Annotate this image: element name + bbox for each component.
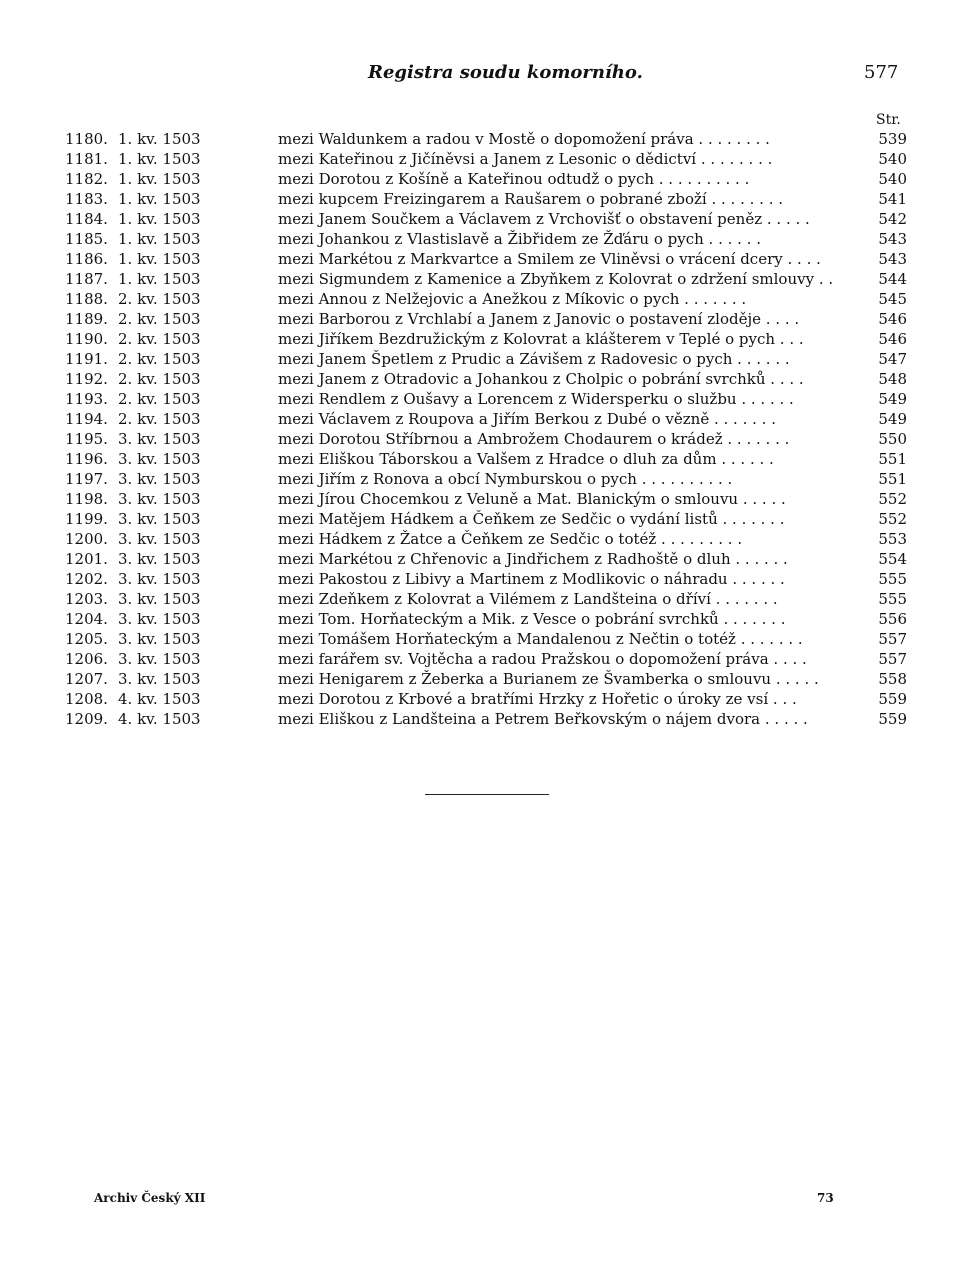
entry-page-reference: 556 — [878, 610, 907, 628]
entry-page-reference: 552 — [878, 510, 907, 528]
register-entry-1191 — [65, 349, 907, 369]
entry-date: 3. kv. 1503 — [118, 490, 201, 508]
entry-number: 1190. — [65, 330, 108, 348]
entry-page-reference: 546 — [878, 310, 907, 328]
entry-date: 3. kv. 1503 — [118, 530, 201, 548]
register-entry-1197 — [65, 469, 907, 489]
entry-number: 1185. — [65, 230, 108, 248]
entry-number: 1184. — [65, 210, 108, 228]
entry-description: mezi Sigmundem z Kamenice a Zbyňkem z Kolovrat o zdržení smlouvy . . — [278, 270, 834, 288]
entry-date: 3. kv. 1503 — [118, 510, 201, 528]
entry-number: 1199. — [65, 510, 108, 528]
register-entry-1184 — [65, 209, 907, 229]
entry-page-reference: 551 — [878, 450, 907, 468]
entry-page-reference: 540 — [878, 170, 907, 188]
entry-page-reference: 542 — [878, 210, 907, 228]
register-entry-1200 — [65, 529, 907, 549]
entry-page-reference: 551 — [878, 470, 907, 488]
entry-description: mezi Rendlem z Oušavy a Lorencem z Widersperku o službu . . . . . . — [278, 390, 794, 408]
entry-date: 2. kv. 1503 — [118, 390, 201, 408]
entry-date: 3. kv. 1503 — [118, 550, 201, 568]
entry-date: 3. kv. 1503 — [118, 470, 201, 488]
entry-page-reference: 543 — [878, 230, 907, 248]
entry-date: 1. kv. 1503 — [118, 210, 201, 228]
entry-number: 1191. — [65, 350, 108, 368]
footer-sheet-number: 73 — [817, 1191, 834, 1205]
entry-description: mezi Tomášem Horňateckým a Mandalenou z Nečtin o totéž . . . . . . . — [278, 630, 803, 648]
entry-description: mezi Waldunkem a radou v Mostě o dopomožení práva . . . . . . . . — [278, 130, 770, 148]
entry-number: 1209. — [65, 710, 108, 728]
entry-description: mezi farářem sv. Vojtěcha a radou Pražskou o dopomožení práva . . . . — [278, 650, 807, 668]
entry-description: mezi Matějem Hádkem a Čeňkem ze Sedčic o vydání listů . . . . . . . — [278, 510, 785, 528]
entry-page-reference: 559 — [878, 690, 907, 708]
entry-number: 1194. — [65, 410, 108, 428]
entry-number: 1206. — [65, 650, 108, 668]
entry-number: 1182. — [65, 170, 108, 188]
entry-description: mezi Eliškou Táborskou a Valšem z Hradce o dluh za dům . . . . . . — [278, 450, 774, 468]
entry-description: mezi Henigarem z Žeberka a Burianem ze Švamberka o smlouvu . . . . . — [278, 670, 819, 688]
register-entry-1208 — [65, 689, 907, 709]
running-header-title: Registra soudu komorního. — [368, 62, 643, 83]
register-entry-1185 — [65, 229, 907, 249]
entry-date: 3. kv. 1503 — [118, 610, 201, 628]
entry-page-reference: 555 — [878, 570, 907, 588]
entry-number: 1188. — [65, 290, 108, 308]
entry-date: 2. kv. 1503 — [118, 310, 201, 328]
register-entry-1190 — [65, 329, 907, 349]
entry-date: 1. kv. 1503 — [118, 150, 201, 168]
register-entry-1206 — [65, 649, 907, 669]
footer-publication-title: Archiv Český XII — [94, 1191, 206, 1205]
entry-description: mezi Janem z Otradovic a Johankou z Cholpic o pobrání svrchků . . . . — [278, 370, 804, 388]
entry-number: 1192. — [65, 370, 108, 388]
register-entry-1193 — [65, 389, 907, 409]
entry-page-reference: 559 — [878, 710, 907, 728]
entry-date: 2. kv. 1503 — [118, 290, 201, 308]
entry-description: mezi Dorotou Stříbrnou a Ambrožem Chodaurem o krádež . . . . . . . — [278, 430, 790, 448]
register-entry-1199 — [65, 509, 907, 529]
entry-number: 1181. — [65, 150, 108, 168]
entry-date: 2. kv. 1503 — [118, 370, 201, 388]
entry-number: 1203. — [65, 590, 108, 608]
entry-number: 1193. — [65, 390, 108, 408]
register-entry-1205 — [65, 629, 907, 649]
entry-description: mezi Jírou Chocemkou z Veluně a Mat. Blanickým o smlouvu . . . . . — [278, 490, 786, 508]
register-entry-1195 — [65, 429, 907, 449]
entry-description: mezi Dorotou z Krbové a bratřími Hrzky z Hořetic o úroky ze vsí . . . — [278, 690, 797, 708]
entry-page-reference: 549 — [878, 410, 907, 428]
register-entry-1189 — [65, 309, 907, 329]
entry-page-reference: 545 — [878, 290, 907, 308]
entry-description: mezi kupcem Freizingarem a Raušarem o pobrané zboží . . . . . . . . — [278, 190, 783, 208]
entry-date: 1. kv. 1503 — [118, 190, 201, 208]
register-entry-1181 — [65, 149, 907, 169]
entry-date: 1. kv. 1503 — [118, 230, 201, 248]
entry-date: 4. kv. 1503 — [118, 690, 201, 708]
entry-number: 1186. — [65, 250, 108, 268]
register-entry-1196 — [65, 449, 907, 469]
entry-number: 1207. — [65, 670, 108, 688]
entry-number: 1187. — [65, 270, 108, 288]
entry-number: 1205. — [65, 630, 108, 648]
entry-description: mezi Zdeňkem z Kolovrat a Vilémem z Landšteina o dříví . . . . . . . — [278, 590, 778, 608]
entry-page-reference: 547 — [878, 350, 907, 368]
entry-description: mezi Annou z Nelžejovic a Anežkou z Míkovic o pych . . . . . . . — [278, 290, 747, 308]
entry-page-reference: 558 — [878, 670, 907, 688]
entry-date: 3. kv. 1503 — [118, 590, 201, 608]
register-entry-1187 — [65, 269, 907, 289]
entry-date: 1. kv. 1503 — [118, 270, 201, 288]
entry-number: 1201. — [65, 550, 108, 568]
entry-date: 3. kv. 1503 — [118, 650, 201, 668]
entry-number: 1204. — [65, 610, 108, 628]
entry-description: mezi Markétou z Markvartce a Smilem ze Vliněvsi o vrácení dcery . . . . — [278, 250, 821, 268]
entry-page-reference: 549 — [878, 390, 907, 408]
entry-number: 1200. — [65, 530, 108, 548]
entry-date: 1. kv. 1503 — [118, 250, 201, 268]
entry-description: mezi Jiřím z Ronova a obcí Nymburskou o pych . . . . . . . . . . — [278, 470, 733, 488]
entry-number: 1208. — [65, 690, 108, 708]
entry-description: mezi Johankou z Vlastislavě a Žibřidem ze Žďáru o pych . . . . . . — [278, 230, 761, 248]
entry-page-reference: 546 — [878, 330, 907, 348]
entry-page-reference: 553 — [878, 530, 907, 548]
entry-page-reference: 555 — [878, 590, 907, 608]
register-entry-1194 — [65, 409, 907, 429]
entry-number: 1198. — [65, 490, 108, 508]
entry-description: mezi Markétou z Chřenovic a Jindřichem z Radhoště o dluh . . . . . . — [278, 550, 788, 568]
entry-number: 1196. — [65, 450, 108, 468]
entry-description: mezi Dorotou z Košíně a Kateřinou odtudž o pych . . . . . . . . . . — [278, 170, 750, 188]
register-entry-1202 — [65, 569, 907, 589]
entry-date: 2. kv. 1503 — [118, 350, 201, 368]
entry-date: 3. kv. 1503 — [118, 670, 201, 688]
entry-page-reference: 548 — [878, 370, 907, 388]
entry-date: 2. kv. 1503 — [118, 330, 201, 348]
entry-date: 4. kv. 1503 — [118, 710, 201, 728]
entry-description: mezi Jiříkem Bezdružickým z Kolovrat a klášterem v Teplé o pych . . . — [278, 330, 804, 348]
entry-date: 3. kv. 1503 — [118, 450, 201, 468]
entry-description: mezi Janem Špetlem z Prudic a Závišem z Radovesic o pych . . . . . . — [278, 350, 790, 368]
page-column-label: Str. — [876, 112, 901, 128]
section-separator-line — [425, 794, 549, 795]
entry-number: 1180. — [65, 130, 108, 148]
register-entry-1192 — [65, 369, 907, 389]
entry-description: mezi Tom. Horňateckým a Mik. z Vesce o pobrání svrchků . . . . . . . — [278, 610, 786, 628]
entry-description: mezi Kateřinou z Jičíněvsi a Janem z Lesonic o dědictví . . . . . . . . — [278, 150, 773, 168]
entry-page-reference: 550 — [878, 430, 907, 448]
register-entries-list — [65, 129, 907, 729]
register-entry-1203 — [65, 589, 907, 609]
entry-date: 1. kv. 1503 — [118, 130, 201, 148]
register-entry-1201 — [65, 549, 907, 569]
entry-number: 1202. — [65, 570, 108, 588]
entry-number: 1189. — [65, 310, 108, 328]
entry-page-reference: 539 — [878, 130, 907, 148]
entry-page-reference: 543 — [878, 250, 907, 268]
entry-description: mezi Hádkem z Žatce a Čeňkem ze Sedčic o totéž . . . . . . . . . — [278, 530, 743, 548]
entry-description: mezi Janem Součkem a Václavem z Vrchovišť o obstavení peněz . . . . . — [278, 210, 810, 228]
register-entry-1209 — [65, 709, 907, 729]
entry-page-reference: 541 — [878, 190, 907, 208]
entry-number: 1197. — [65, 470, 108, 488]
register-entry-1186 — [65, 249, 907, 269]
register-entry-1182 — [65, 169, 907, 189]
entry-date: 3. kv. 1503 — [118, 430, 201, 448]
entry-description: mezi Barborou z Vrchlabí a Janem z Janovic o postavení zloděje . . . . — [278, 310, 800, 328]
entry-page-reference: 557 — [878, 650, 907, 668]
entry-number: 1195. — [65, 430, 108, 448]
entry-date: 3. kv. 1503 — [118, 630, 201, 648]
entry-page-reference: 540 — [878, 150, 907, 168]
entry-description: mezi Pakostou z Libivy a Martinem z Modlikovic o náhradu . . . . . . — [278, 570, 785, 588]
entry-description: mezi Eliškou z Landšteina a Petrem Beřkovským o nájem dvora . . . . . — [278, 710, 808, 728]
entry-date: 1. kv. 1503 — [118, 170, 201, 188]
register-entry-1204 — [65, 609, 907, 629]
register-entry-1188 — [65, 289, 907, 309]
register-entry-1207 — [65, 669, 907, 689]
entry-page-reference: 557 — [878, 630, 907, 648]
entry-page-reference: 544 — [878, 270, 907, 288]
entry-date: 3. kv. 1503 — [118, 570, 201, 588]
entry-number: 1183. — [65, 190, 108, 208]
register-entry-1183 — [65, 189, 907, 209]
register-entry-1180 — [65, 129, 907, 149]
entry-page-reference: 554 — [878, 550, 907, 568]
register-entry-1198 — [65, 489, 907, 509]
entry-description: mezi Václavem z Roupova a Jiřím Berkou z Dubé o vězně . . . . . . . — [278, 410, 776, 428]
entry-page-reference: 552 — [878, 490, 907, 508]
page-number: 577 — [864, 62, 899, 83]
entry-date: 2. kv. 1503 — [118, 410, 201, 428]
